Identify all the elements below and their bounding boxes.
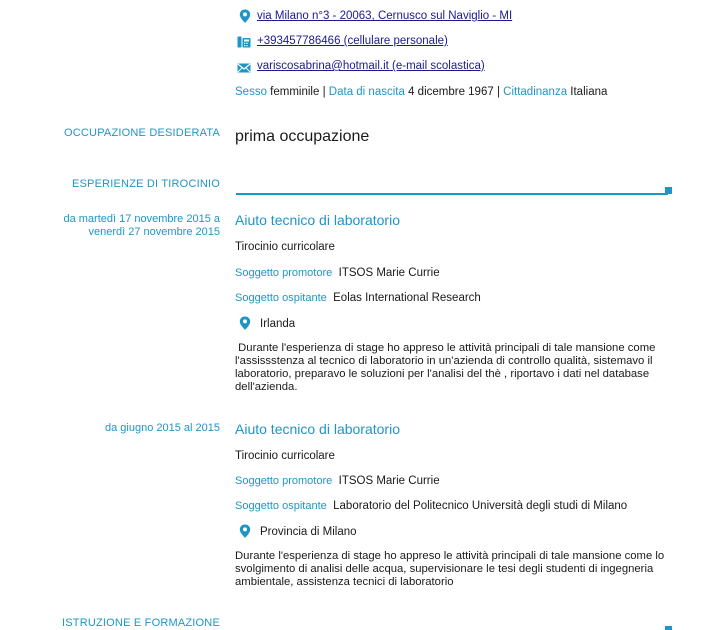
education-label: ISTRUZIONE E FORMAZIONE: [62, 617, 220, 629]
map-pin-icon: [238, 524, 252, 538]
host-label: Soggetto ospitante: [235, 292, 327, 304]
email-link[interactable]: variscosabrina@hotmail.it (e-mail scolastica): [257, 60, 485, 72]
promoter-value: ITSOS Marie Currie: [338, 475, 440, 487]
separator: |: [322, 86, 326, 98]
promoter-label: Soggetto promotore: [235, 267, 333, 279]
host-value: Laboratorio del Politecnico Università degli studi di Milano: [333, 500, 628, 512]
date-line: venerdì 27 novembre 2015: [88, 226, 220, 238]
section-divider-marker: [665, 626, 672, 630]
phone-icon: [237, 35, 251, 49]
internship-location: Irlanda: [260, 318, 296, 330]
internship-title: Aiuto tecnico di laboratorio: [235, 212, 400, 228]
address-link[interactable]: via Milano n°3 - 20063, Cernusco sul Naviglio - MI: [257, 10, 513, 22]
internship-date: [10, 213, 220, 239]
sex-value: femminile: [270, 86, 320, 98]
sex-label: Sesso: [235, 86, 267, 98]
date-line: da martedì 17 novembre 2015 a: [63, 213, 220, 225]
internship-type: Tirocinio curricolare: [235, 241, 335, 253]
birth-label: Data di nascita: [328, 86, 405, 98]
host-row: [235, 499, 627, 513]
internship-type: Tirocinio curricolare: [235, 450, 335, 462]
promoter-value: ITSOS Marie Currie: [338, 267, 440, 279]
personal-info-line: [235, 85, 607, 99]
promoter-row: [235, 266, 440, 280]
envelope-icon: [237, 61, 251, 75]
map-pin-icon: [238, 316, 252, 330]
promoter-row: [235, 474, 440, 488]
phone-link[interactable]: +393457786466 (cellulare personale): [257, 35, 448, 47]
internship-description: Durante l'esperienza di stage ho appreso le attività principali di tale mansione come lo svolgimento di analisi delle acqua, supervisionare le tesi degli studenti di ingegneria ambientale, assistenza tecnici di laboratorio: [235, 550, 665, 588]
map-pin-icon: [238, 9, 252, 23]
internship-title: Aiuto tecnico di laboratorio: [235, 421, 400, 437]
date-line: da giugno 2015 al 2015: [105, 422, 220, 434]
internship-location: Provincia di Milano: [260, 526, 357, 538]
desired-job-label: OCCUPAZIONE DESIDERATA: [64, 127, 220, 139]
host-row: [235, 291, 481, 305]
internship-description: Durante l'esperienza di stage ho appreso le attività principali di tale mansione come l'assissstenza al tecnico di laboratorio in un'azienda di controllo qualità, sistemavo il laboratorio, preparavo le soluzioni per l'analisi del thè , riportavo i dati nel database dell'azienda.: [235, 342, 659, 393]
internship-date: [10, 422, 220, 435]
section-divider-marker: [665, 187, 672, 194]
birth-value: 4 dicembre 1967: [408, 86, 494, 98]
separator: |: [496, 86, 500, 98]
host-label: Soggetto ospitante: [235, 500, 327, 512]
desired-job-value: prima occupazione: [235, 128, 370, 145]
section-divider: [236, 193, 668, 195]
citizenship-label: Cittadinanza: [503, 86, 568, 98]
promoter-label: Soggetto promotore: [235, 475, 333, 487]
host-value: Eolas International Research: [333, 292, 481, 304]
citizenship-value: Italiana: [570, 86, 608, 98]
internships-label: ESPERIENZE DI TIROCINIO: [71, 178, 220, 190]
